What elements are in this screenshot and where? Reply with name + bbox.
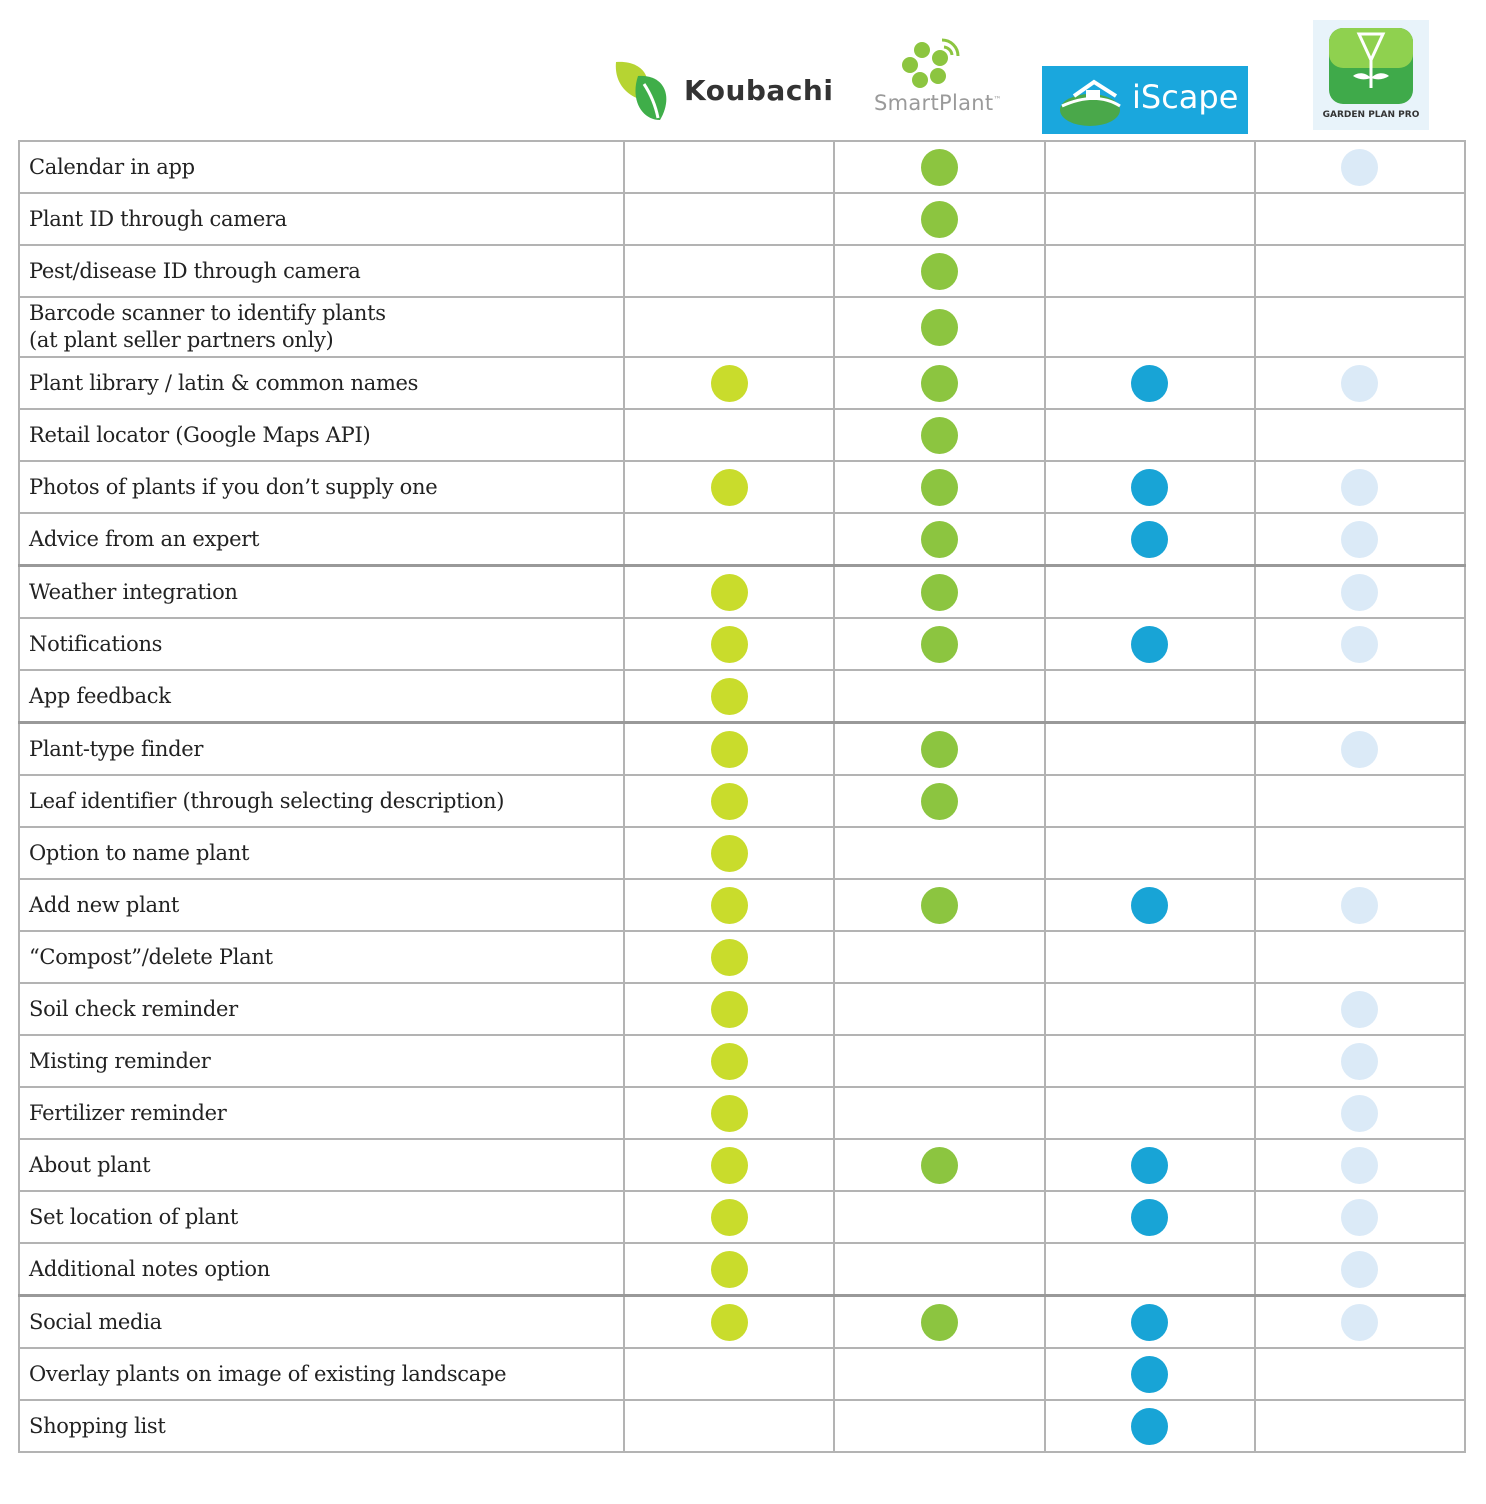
feature-cell bbox=[1255, 1191, 1465, 1243]
feature-cell bbox=[624, 827, 834, 879]
feature-label-text: Additional notes option bbox=[29, 1256, 270, 1281]
feature-label-text: Photos of plants if you don’t supply one bbox=[29, 474, 438, 499]
feature-dot-icon bbox=[711, 574, 748, 611]
feature-label bbox=[19, 983, 624, 1035]
feature-cell bbox=[624, 1139, 834, 1191]
feature-label bbox=[19, 670, 624, 723]
feature-dot-icon bbox=[711, 469, 748, 506]
feature-cell bbox=[1045, 566, 1255, 619]
feature-cell bbox=[1045, 618, 1255, 670]
feature-cell bbox=[1045, 297, 1255, 357]
feature-label-text: Retail locator (Google Maps API) bbox=[29, 422, 371, 447]
feature-cell bbox=[1255, 193, 1465, 245]
feature-dot-icon bbox=[1341, 469, 1378, 506]
table-row bbox=[19, 1243, 1465, 1296]
smartplant-logo bbox=[870, 38, 1015, 128]
feature-dot-icon bbox=[921, 201, 958, 238]
feature-label bbox=[19, 297, 624, 357]
feature-label bbox=[19, 1035, 624, 1087]
feature-label-text: Social media bbox=[29, 1309, 162, 1334]
feature-cell bbox=[1255, 245, 1465, 297]
feature-dot-icon bbox=[921, 469, 958, 506]
feature-cell bbox=[1045, 1243, 1255, 1296]
table-row bbox=[19, 566, 1465, 619]
feature-label-text: Notifications bbox=[29, 631, 163, 656]
feature-label bbox=[19, 1191, 624, 1243]
feature-cell bbox=[624, 983, 834, 1035]
feature-cell bbox=[1045, 357, 1255, 409]
feature-label bbox=[19, 245, 624, 297]
feature-dot-icon bbox=[711, 1147, 748, 1184]
feature-label-text: Barcode scanner to identify plants bbox=[29, 301, 386, 325]
feature-dot-icon bbox=[1131, 626, 1168, 663]
feature-label-text: About plant bbox=[29, 1152, 151, 1177]
feature-cell bbox=[624, 297, 834, 357]
table-row bbox=[19, 775, 1465, 827]
feature-dot-icon bbox=[711, 991, 748, 1028]
feature-cell bbox=[624, 141, 834, 193]
feature-cell bbox=[1045, 409, 1255, 461]
feature-dot-icon bbox=[711, 835, 748, 872]
feature-cell bbox=[624, 461, 834, 513]
feature-cell bbox=[1045, 983, 1255, 1035]
flower-icon bbox=[870, 38, 1015, 93]
feature-dot-icon bbox=[1131, 1408, 1168, 1445]
feature-cell bbox=[624, 1243, 834, 1296]
feature-dot-icon bbox=[711, 939, 748, 976]
feature-dot-icon bbox=[711, 1304, 748, 1341]
feature-label-text: Overlay plants on image of existing landscape bbox=[29, 1361, 507, 1386]
feature-dot-icon bbox=[1131, 469, 1168, 506]
table-row bbox=[19, 141, 1465, 193]
table-row bbox=[19, 357, 1465, 409]
feature-dot-icon bbox=[1131, 1356, 1168, 1393]
feature-dot-icon bbox=[711, 626, 748, 663]
feature-cell bbox=[1045, 827, 1255, 879]
feature-dot-icon bbox=[921, 417, 958, 454]
feature-dot-icon bbox=[921, 626, 958, 663]
feature-cell bbox=[624, 1296, 834, 1349]
feature-label-text: Calendar in app bbox=[29, 154, 195, 179]
feature-dot-icon bbox=[711, 1095, 748, 1132]
feature-cell bbox=[624, 566, 834, 619]
feature-dot-icon bbox=[1131, 365, 1168, 402]
table-row bbox=[19, 1296, 1465, 1349]
feature-dot-icon bbox=[921, 574, 958, 611]
feature-label-text: Pest/disease ID through camera bbox=[29, 258, 361, 283]
feature-label bbox=[19, 1087, 624, 1139]
feature-cell bbox=[624, 245, 834, 297]
garden-plan-pro-logo bbox=[1313, 20, 1429, 130]
feature-cell bbox=[624, 775, 834, 827]
feature-cell bbox=[834, 357, 1044, 409]
feature-label bbox=[19, 513, 624, 566]
feature-dot-icon bbox=[921, 309, 958, 346]
feature-dot-icon bbox=[921, 365, 958, 402]
feature-cell bbox=[834, 245, 1044, 297]
feature-cell bbox=[1045, 931, 1255, 983]
leaf-icon bbox=[612, 56, 676, 126]
feature-dot-icon bbox=[1341, 1199, 1378, 1236]
feature-label-text: Plant-type finder bbox=[29, 736, 204, 761]
feature-cell bbox=[1045, 193, 1255, 245]
feature-cell bbox=[834, 670, 1044, 723]
feature-dot-icon bbox=[1341, 521, 1378, 558]
feature-dot-icon bbox=[1341, 1251, 1378, 1288]
feature-cell bbox=[834, 297, 1044, 357]
feature-cell bbox=[1255, 931, 1465, 983]
feature-dot-icon bbox=[1341, 149, 1378, 186]
feature-cell bbox=[834, 618, 1044, 670]
feature-dot-icon bbox=[1341, 365, 1378, 402]
feature-label-text: “Compost”/delete Plant bbox=[29, 944, 273, 969]
feature-label bbox=[19, 566, 624, 619]
feature-cell bbox=[624, 670, 834, 723]
feature-cell bbox=[834, 141, 1044, 193]
table-row bbox=[19, 513, 1465, 566]
feature-dot-icon bbox=[1341, 574, 1378, 611]
feature-cell bbox=[1255, 297, 1465, 357]
feature-cell bbox=[834, 1191, 1044, 1243]
feature-cell bbox=[1255, 618, 1465, 670]
feature-label-text: Plant ID through camera bbox=[29, 206, 287, 231]
feature-cell bbox=[834, 1139, 1044, 1191]
feature-cell bbox=[1255, 1400, 1465, 1452]
feature-cell bbox=[834, 1348, 1044, 1400]
feature-cell bbox=[834, 879, 1044, 931]
feature-label bbox=[19, 931, 624, 983]
feature-cell bbox=[1045, 879, 1255, 931]
feature-cell bbox=[624, 1191, 834, 1243]
feature-cell bbox=[624, 357, 834, 409]
feature-cell bbox=[624, 1087, 834, 1139]
feature-cell bbox=[1255, 1035, 1465, 1087]
feature-cell bbox=[1255, 983, 1465, 1035]
feature-label bbox=[19, 193, 624, 245]
smartplant-name: SmartPlant™ bbox=[874, 91, 1002, 115]
feature-label bbox=[19, 775, 624, 827]
pen-sprout-icon bbox=[1313, 20, 1429, 108]
iscape-logo bbox=[1042, 66, 1248, 134]
table-row bbox=[19, 193, 1465, 245]
feature-label bbox=[19, 827, 624, 879]
feature-dot-icon bbox=[711, 1199, 748, 1236]
feature-cell bbox=[834, 193, 1044, 245]
feature-cell bbox=[1045, 513, 1255, 566]
feature-label-text: Soil check reminder bbox=[29, 996, 238, 1021]
feature-cell bbox=[1255, 357, 1465, 409]
table-row bbox=[19, 827, 1465, 879]
feature-cell bbox=[834, 775, 1044, 827]
feature-label bbox=[19, 1296, 624, 1349]
feature-label-text: Add new plant bbox=[29, 892, 180, 917]
feature-cell bbox=[624, 723, 834, 776]
feature-dot-icon bbox=[921, 783, 958, 820]
feature-cell bbox=[1045, 1139, 1255, 1191]
table-row bbox=[19, 618, 1465, 670]
feature-label-text: Leaf identifier (through selecting description) bbox=[29, 788, 505, 813]
feature-cell bbox=[1255, 775, 1465, 827]
feature-label bbox=[19, 357, 624, 409]
feature-dot-icon bbox=[1341, 731, 1378, 768]
feature-cell bbox=[1255, 670, 1465, 723]
feature-label-note: (at plant seller partners only) bbox=[29, 328, 334, 352]
table-row bbox=[19, 723, 1465, 776]
feature-cell bbox=[834, 513, 1044, 566]
table-row bbox=[19, 1139, 1465, 1191]
feature-label-text: Fertilizer reminder bbox=[29, 1100, 227, 1125]
feature-label bbox=[19, 409, 624, 461]
table-row bbox=[19, 1087, 1465, 1139]
feature-cell bbox=[1045, 670, 1255, 723]
feature-dot-icon bbox=[921, 1304, 958, 1341]
feature-label-text: Misting reminder bbox=[29, 1048, 211, 1073]
feature-label-text: Set location of plant bbox=[29, 1204, 239, 1229]
feature-label-text: Advice from an expert bbox=[29, 526, 260, 551]
feature-cell bbox=[834, 827, 1044, 879]
feature-label bbox=[19, 461, 624, 513]
table-row bbox=[19, 461, 1465, 513]
feature-cell bbox=[1255, 566, 1465, 619]
feature-dot-icon bbox=[1131, 521, 1168, 558]
feature-dot-icon bbox=[921, 731, 958, 768]
feature-cell bbox=[834, 931, 1044, 983]
feature-cell bbox=[1255, 723, 1465, 776]
feature-cell bbox=[1255, 1139, 1465, 1191]
feature-cell bbox=[1045, 775, 1255, 827]
koubachi-name: Koubachi bbox=[684, 74, 834, 107]
feature-cell bbox=[624, 879, 834, 931]
table-row bbox=[19, 1348, 1465, 1400]
feature-dot-icon bbox=[1341, 1304, 1378, 1341]
feature-cell bbox=[1255, 409, 1465, 461]
feature-cell bbox=[834, 983, 1044, 1035]
feature-dot-icon bbox=[1131, 1304, 1168, 1341]
feature-cell bbox=[1255, 141, 1465, 193]
feature-cell bbox=[1045, 245, 1255, 297]
feature-cell bbox=[1045, 1087, 1255, 1139]
feature-dot-icon bbox=[1341, 626, 1378, 663]
feature-dot-icon bbox=[921, 253, 958, 290]
feature-cell bbox=[1045, 1348, 1255, 1400]
feature-dot-icon bbox=[921, 887, 958, 924]
feature-cell bbox=[624, 1400, 834, 1452]
feature-cell bbox=[624, 931, 834, 983]
table-row bbox=[19, 1035, 1465, 1087]
garden-plan-pro-name: GARDEN PLAN PRO bbox=[1322, 110, 1420, 120]
feature-cell bbox=[1045, 141, 1255, 193]
feature-label-text: Shopping list bbox=[29, 1413, 166, 1438]
feature-cell bbox=[1255, 1296, 1465, 1349]
feature-cell bbox=[1255, 1243, 1465, 1296]
feature-dot-icon bbox=[921, 149, 958, 186]
feature-cell bbox=[1045, 1400, 1255, 1452]
feature-dot-icon bbox=[711, 1043, 748, 1080]
feature-cell bbox=[834, 409, 1044, 461]
table-row bbox=[19, 297, 1465, 357]
feature-cell bbox=[624, 1348, 834, 1400]
feature-label-text: Weather integration bbox=[29, 579, 238, 604]
feature-cell bbox=[1045, 461, 1255, 513]
header-logos bbox=[0, 0, 1486, 140]
feature-dot-icon bbox=[921, 521, 958, 558]
feature-dot-icon bbox=[1341, 1043, 1378, 1080]
iscape-name: iScape bbox=[1132, 78, 1239, 116]
feature-cell bbox=[1255, 513, 1465, 566]
table-row bbox=[19, 1191, 1465, 1243]
feature-dot-icon bbox=[1341, 1147, 1378, 1184]
feature-cell bbox=[1255, 827, 1465, 879]
feature-cell bbox=[834, 1087, 1044, 1139]
feature-cell bbox=[834, 723, 1044, 776]
feature-cell bbox=[834, 1035, 1044, 1087]
feature-cell bbox=[624, 618, 834, 670]
feature-cell bbox=[624, 193, 834, 245]
feature-cell bbox=[1255, 1348, 1465, 1400]
feature-cell bbox=[834, 461, 1044, 513]
feature-cell bbox=[1255, 461, 1465, 513]
table-row bbox=[19, 1400, 1465, 1452]
feature-label bbox=[19, 1139, 624, 1191]
feature-cell bbox=[1255, 1087, 1465, 1139]
feature-label bbox=[19, 723, 624, 776]
feature-cell bbox=[834, 1400, 1044, 1452]
feature-dot-icon bbox=[711, 1251, 748, 1288]
table-row bbox=[19, 879, 1465, 931]
feature-cell bbox=[834, 566, 1044, 619]
feature-label-text: Option to name plant bbox=[29, 840, 250, 865]
feature-cell bbox=[624, 409, 834, 461]
feature-dot-icon bbox=[1341, 887, 1378, 924]
feature-dot-icon bbox=[711, 783, 748, 820]
feature-dot-icon bbox=[711, 678, 748, 715]
feature-cell bbox=[624, 1035, 834, 1087]
table-row bbox=[19, 409, 1465, 461]
feature-comparison-table bbox=[18, 140, 1466, 1453]
feature-label bbox=[19, 1348, 624, 1400]
feature-label bbox=[19, 1243, 624, 1296]
feature-cell bbox=[1045, 1035, 1255, 1087]
feature-dot-icon bbox=[1341, 1095, 1378, 1132]
feature-cell bbox=[624, 513, 834, 566]
table-row bbox=[19, 670, 1465, 723]
feature-cell bbox=[834, 1296, 1044, 1349]
koubachi-logo bbox=[612, 56, 834, 126]
feature-dot-icon bbox=[921, 1147, 958, 1184]
feature-dot-icon bbox=[1131, 887, 1168, 924]
feature-cell bbox=[834, 1243, 1044, 1296]
feature-label bbox=[19, 141, 624, 193]
feature-label-text: App feedback bbox=[29, 683, 171, 708]
feature-dot-icon bbox=[711, 731, 748, 768]
feature-label bbox=[19, 618, 624, 670]
feature-dot-icon bbox=[1131, 1199, 1168, 1236]
table-row bbox=[19, 931, 1465, 983]
feature-cell bbox=[1045, 723, 1255, 776]
feature-cell bbox=[1045, 1296, 1255, 1349]
feature-dot-icon bbox=[1131, 1147, 1168, 1184]
feature-label bbox=[19, 879, 624, 931]
feature-label-text: Plant library / latin & common names bbox=[29, 370, 419, 395]
feature-dot-icon bbox=[711, 365, 748, 402]
house-landscape-icon bbox=[1054, 66, 1134, 134]
feature-cell bbox=[1045, 1191, 1255, 1243]
table-row bbox=[19, 245, 1465, 297]
feature-cell bbox=[1255, 879, 1465, 931]
feature-label bbox=[19, 1400, 624, 1452]
table-row bbox=[19, 983, 1465, 1035]
feature-dot-icon bbox=[1341, 991, 1378, 1028]
feature-dot-icon bbox=[711, 887, 748, 924]
